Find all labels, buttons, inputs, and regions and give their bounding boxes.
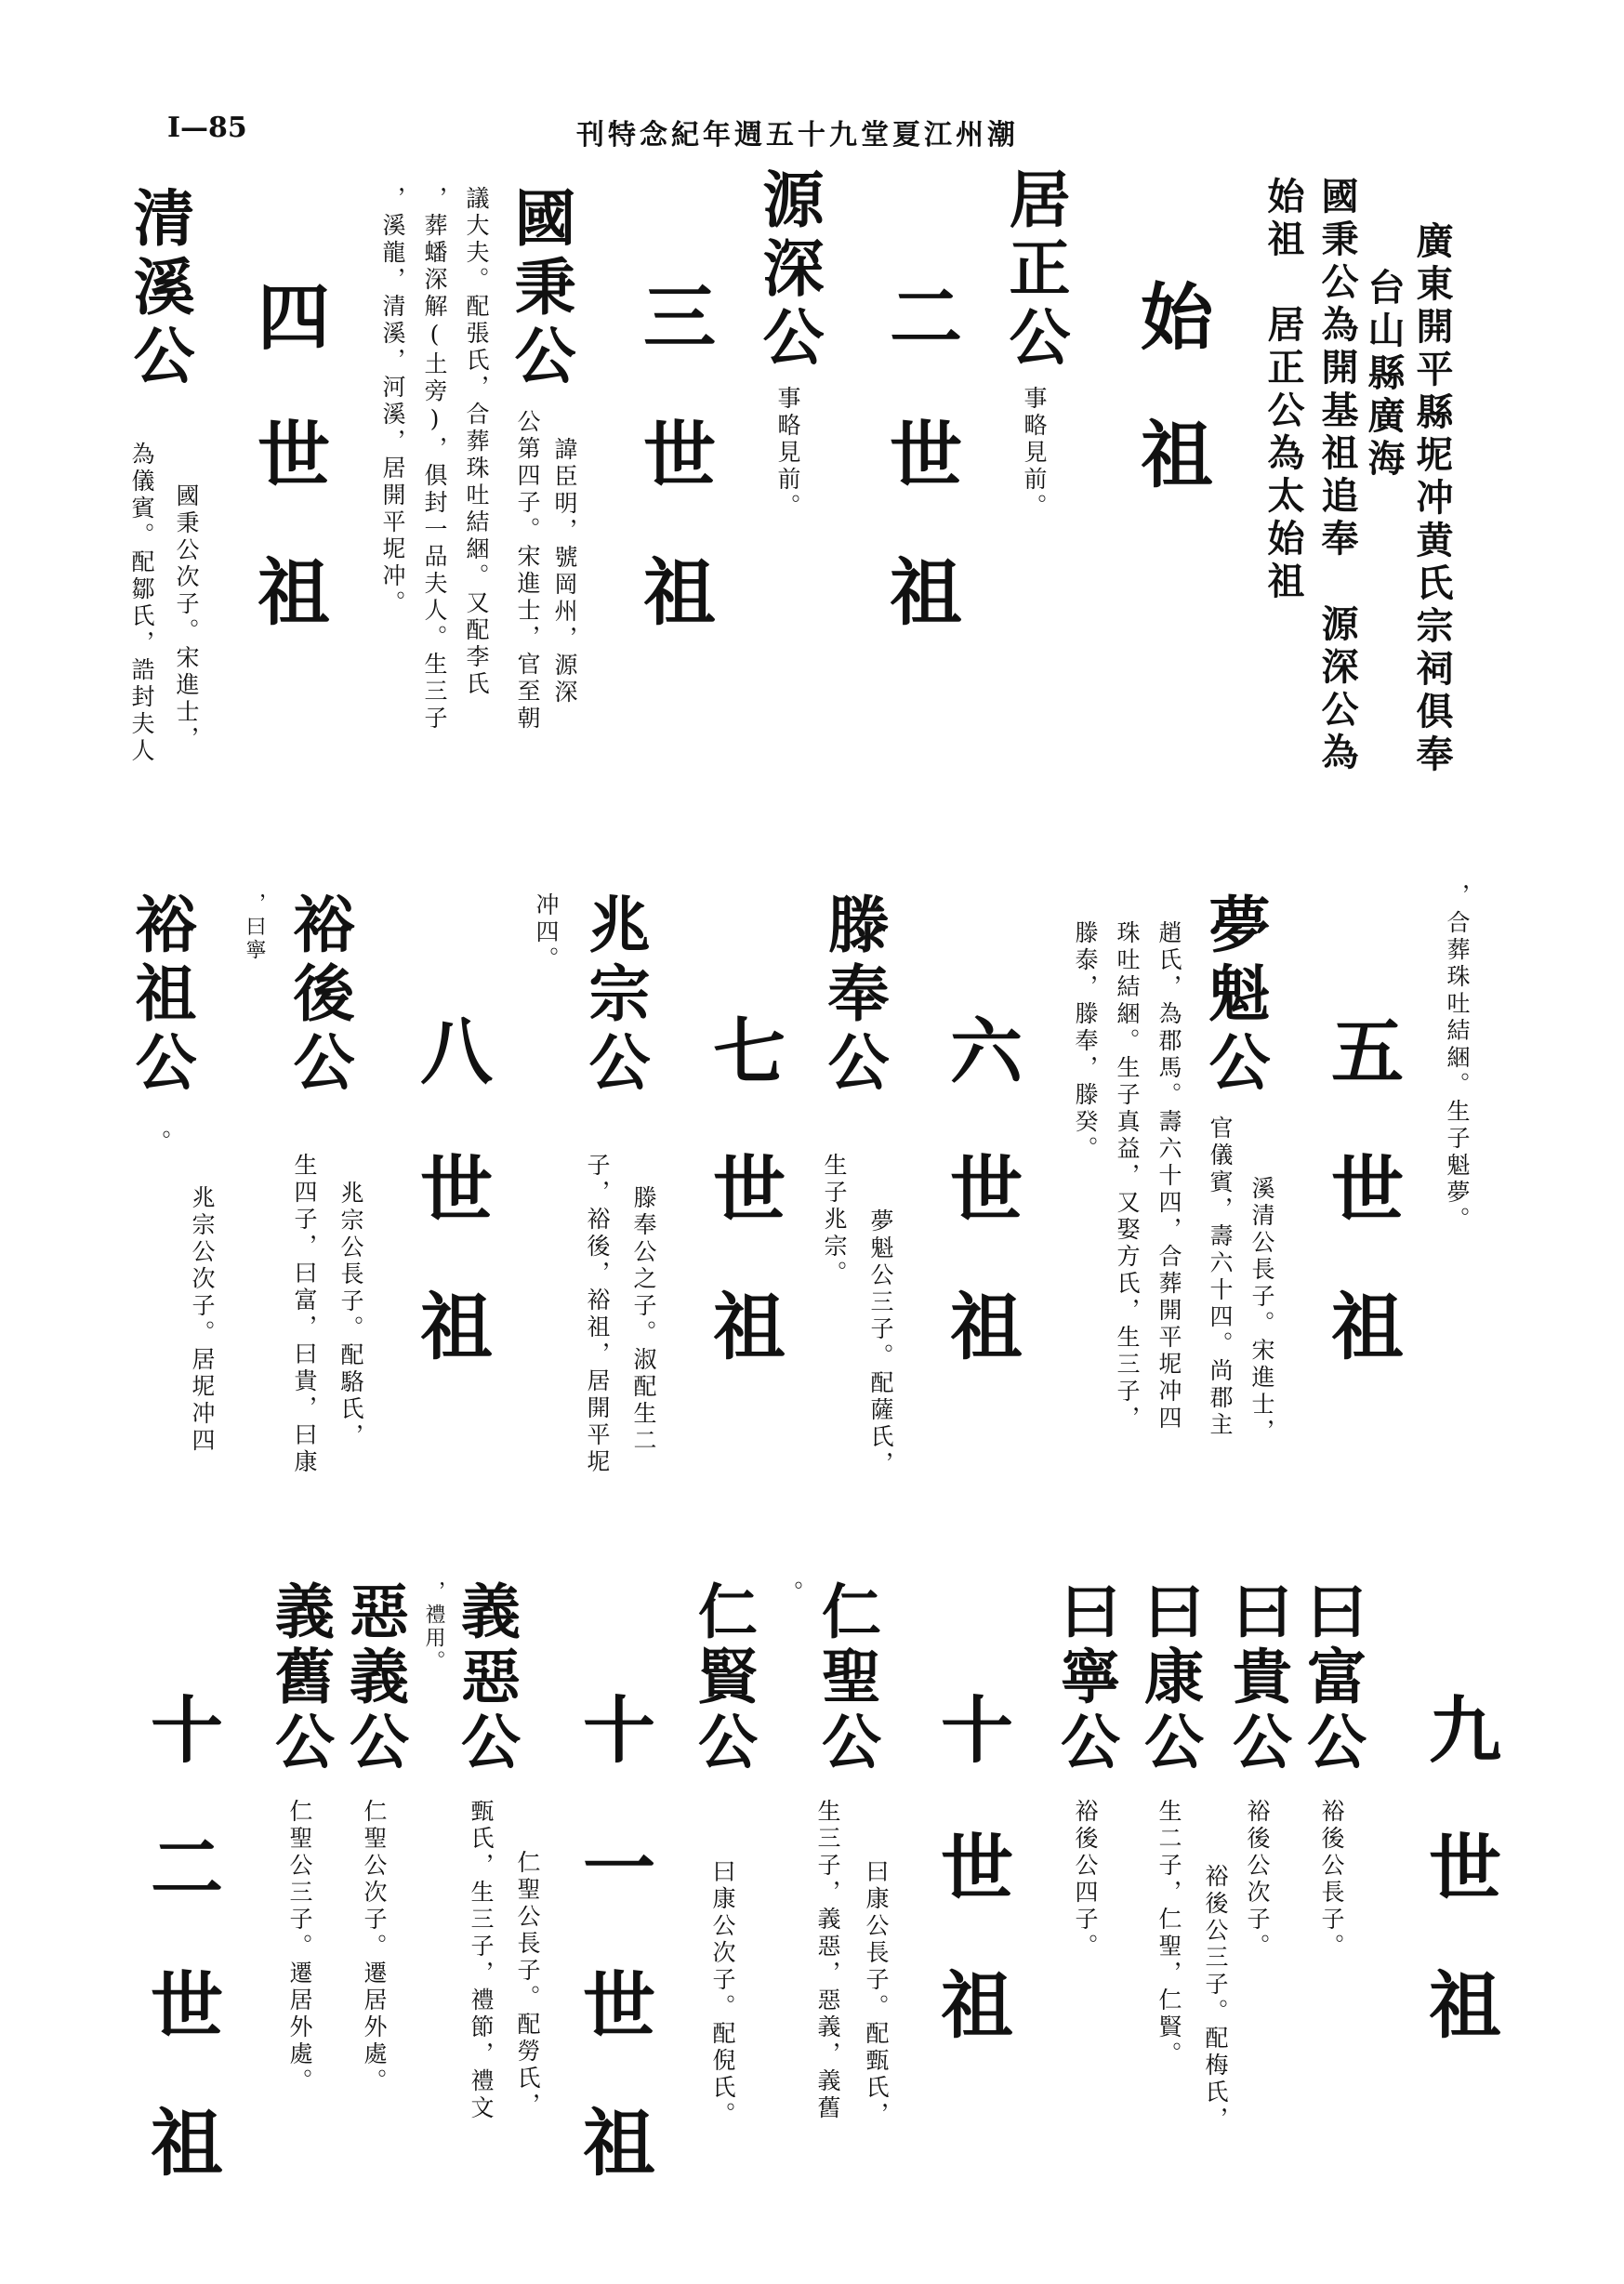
ancestor-name-yuanshen: 源深公	[752, 167, 825, 374]
ancestor-note-yie-3: ，禮用。	[422, 1580, 445, 1673]
ancestor-note-yuegui: 裕後公次子。	[1244, 1799, 1271, 1961]
generation-heading-4: 四世祖	[245, 279, 330, 692]
ancestor-note-guobing-4: ，葬蟠深解(土旁)，俱封一品夫人。生三子	[421, 186, 448, 733]
ancestor-note-tengfeng-1: 夢魁公三子。配薩氏，	[867, 1208, 894, 1478]
intro-line-1: 廣東開平縣坭冲黄氏宗祠俱奉	[1410, 221, 1454, 777]
journal-title: 潮州江夏堂九十五週年紀念特刊	[576, 119, 1019, 152]
ancestor-note-rensheng-2: 生三子，義惡，惡義，義舊	[814, 1799, 841, 2122]
ancestor-note-mengkui-2: 官儀賓，壽六十四。尚郡主	[1207, 1116, 1234, 1439]
ancestor-name-tengfeng: 滕奉公	[817, 892, 890, 1099]
ancestor-name-yijiu: 義舊公	[265, 1580, 335, 1776]
ancestor-note-guobing-5: ，溪龍，清溪，河溪，居開平坭冲。	[379, 186, 406, 617]
ancestor-name-rensheng: 仁聖公	[812, 1580, 881, 1776]
ancestor-name-yuefu: 曰富公	[1297, 1580, 1367, 1776]
ancestor-note-yuanshen: 事略見前。	[774, 386, 801, 521]
ancestor-note-guobing-2: 公第四子。宋進士，官至朝	[514, 409, 541, 733]
intro-line-3: 國秉公為開基祖追奉 源深公為	[1315, 177, 1359, 775]
generation-heading-5: 五世祖	[1319, 1013, 1404, 1426]
ancestor-note-qingxi-1: 國秉公次子。宋進士，	[173, 483, 200, 753]
generation-heading-8: 八世祖	[408, 1013, 493, 1426]
ancestor-note-guobing-1: 諱臣明，號岡州，源深	[551, 437, 578, 706]
ancestor-note-eyi: 仁聖公次子。遷居外處。	[361, 1799, 388, 2095]
page-number: I—85	[167, 112, 247, 144]
generation-heading-1: 始祖	[1129, 279, 1213, 554]
generation-heading-2: 二世祖	[878, 279, 962, 692]
ancestor-note-yie-2: 甄氏，生三子，禮節，禮文	[468, 1799, 495, 2122]
generation-heading-7: 七世祖	[701, 1013, 786, 1426]
ancestor-name-yuening: 曰寧公	[1050, 1580, 1120, 1776]
ancestor-note-yie-1: 仁聖公長子。配勞氏，	[514, 1850, 541, 2119]
ancestor-name-zhaozong: 兆宗公	[578, 892, 651, 1099]
ancestor-note-mengkui-5: 滕泰，滕奉，滕癸。	[1072, 920, 1099, 1163]
ancestor-note-yuhou-3: ，曰寧	[243, 892, 266, 962]
ancestor-name-yuzu: 裕祖公	[125, 892, 197, 1099]
ancestor-note-yuefu: 裕後公長子。	[1318, 1799, 1345, 1961]
ancestor-note-tengfeng-2: 生子兆宗。	[821, 1153, 848, 1287]
ancestor-note-renxian: 曰康公次子。配倪氏。	[709, 1859, 736, 2129]
generation-heading-11: 十一世祖	[571, 1692, 655, 2242]
ancestor-name-yuegui: 曰貴公	[1222, 1580, 1292, 1776]
ancestor-note-yuhou-2: 生四子，曰富，曰貴，曰康	[291, 1153, 318, 1476]
ancestor-name-yuzu-dot: 。	[145, 1129, 172, 1156]
ancestor-note-zhaozong-3: 冲四。	[533, 892, 560, 973]
generation-heading-10: 十世祖	[929, 1692, 1013, 2105]
ancestor-name-mengkui: 夢魁公	[1198, 892, 1271, 1099]
intro-line-2: 台山縣廣海	[1362, 268, 1406, 482]
ancestor-note-yuhou-1: 兆宗公長子。配駱氏，	[337, 1181, 364, 1450]
ancestor-note-yuekang-1: 裕後公三子。配梅氏，	[1202, 1864, 1229, 2133]
ancestor-note-mengkui-4: 珠吐結綑。生子真益，又娶方氏，生三子，	[1114, 920, 1141, 1432]
generation-heading-3: 三世祖	[631, 279, 716, 692]
ancestor-note-yuzu-1: 兆宗公次子。居坭冲四	[189, 1185, 216, 1455]
ancestor-note-rensheng-1: 曰康公長子。配甄氏，	[863, 1859, 890, 2129]
ancestor-note-yuekang-2: 生二子，仁聖，仁賢。	[1155, 1799, 1182, 2068]
generation-heading-9: 九世祖	[1417, 1692, 1501, 2105]
ancestor-note-guobing-3: 議大夫。配張氏，合葬珠吐結綑。又配李氏	[463, 186, 490, 698]
ancestor-name-yuhou: 裕後公	[283, 892, 355, 1099]
ancestor-note-qingxi-2: 為儀賓。配鄒氏，誥封夫人	[128, 442, 155, 765]
generation-heading-6: 六世祖	[938, 1013, 1023, 1426]
ancestor-name-eyi: 惡義公	[339, 1580, 409, 1776]
ancestor-name-qingxi: 清溪公	[123, 186, 195, 392]
generation-heading-12: 十二世祖	[139, 1692, 223, 2242]
ancestor-name-renxian: 仁賢公	[688, 1580, 758, 1776]
ancestor-note-yuening: 裕後公四子。	[1072, 1799, 1099, 1961]
ancestor-note-rensheng-3: 。	[777, 1580, 804, 1607]
ancestor-name-juzheng: 居正公	[998, 167, 1071, 374]
ancestor-name-yie: 義惡公	[451, 1580, 521, 1776]
ancestor-name-yuekang: 曰康公	[1134, 1580, 1204, 1776]
ancestor-note-mengkui-3: 趙氏，為郡馬。壽六十四，合葬開平坭冲四	[1155, 920, 1182, 1432]
ancestor-name-guobing: 國秉公	[504, 186, 576, 392]
ancestor-note-zhaozong-2: 子，裕後，裕祖，居開平坭	[584, 1153, 611, 1476]
ancestor-note-zhaozong-1: 滕奉公之子。淑配生二	[630, 1185, 657, 1455]
ancestor-note-yijiu: 仁聖公三子。遷居外處。	[286, 1799, 313, 2095]
intro-line-4: 始祖 居正公為太始祖	[1261, 177, 1305, 604]
ancestor-note-qingxi-3: ，合葬珠吐結綑。生子魁夢。	[1444, 883, 1471, 1234]
ancestor-note-juzheng: 事略見前。	[1021, 386, 1048, 521]
ancestor-note-mengkui-1: 溪清公長子。宋進士，	[1248, 1176, 1275, 1446]
